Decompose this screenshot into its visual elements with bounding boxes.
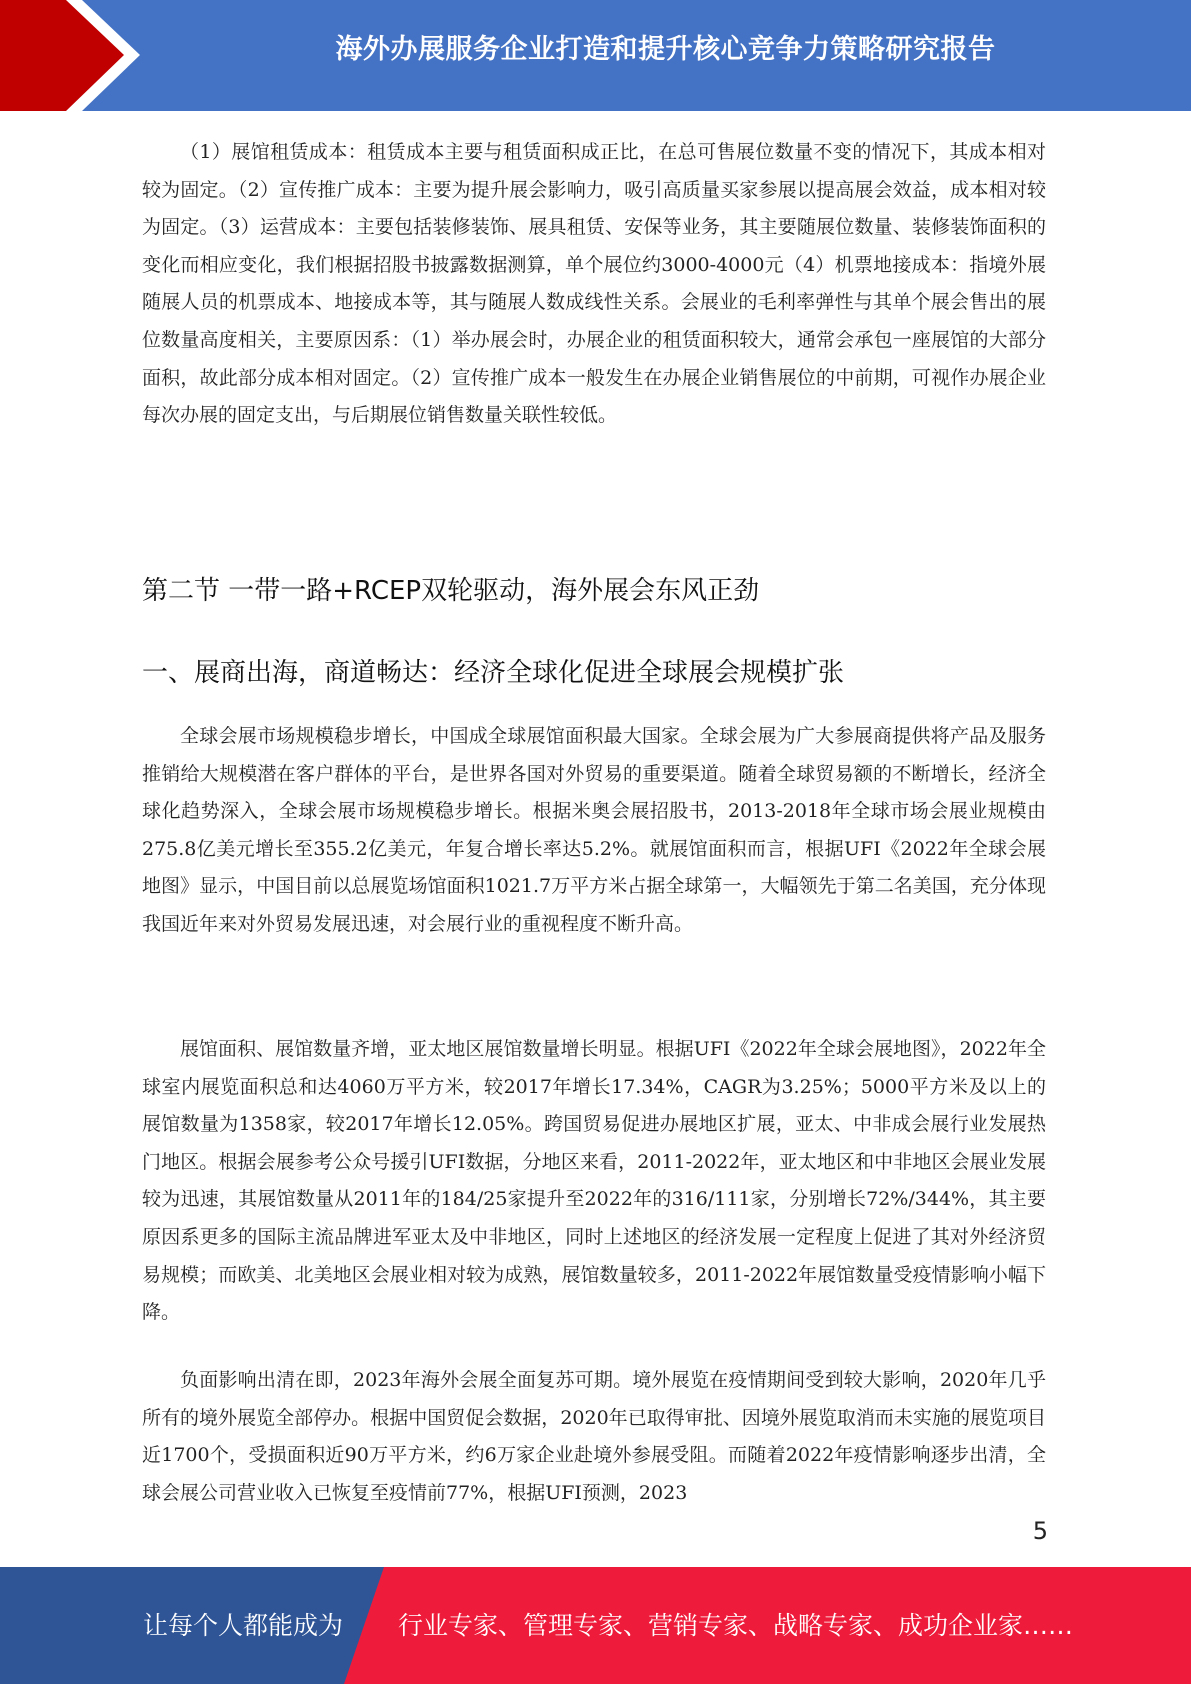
footer-slogan-left: 让每个人都能成为 bbox=[143, 1611, 344, 1640]
body-block-2 bbox=[142, 718, 1046, 944]
body-block-3 bbox=[142, 1031, 1046, 1332]
footer-slogan-right: 行业专家、管理专家、营销专家、战略专家、成功企业家…… bbox=[398, 1611, 1074, 1640]
paragraph-cost-structure: （1）展馆租赁成本：租赁成本主要与租赁面积成正比，在总可售展位数量不变的情况下，其成本相对较为固定。（2）宣传推广成本：主要为提升展会影响力，吸引高质量买家参展以提高展会效益，成本相对较为固定。（3）运营成本：主要包括装修装饰、展具租赁、安保等业务，其主要随展位数量、装修装饰面积的变化而相应变化，我们根据招股书披露数据测算，单个展位约3000-4000元（4）机票地接成本：指境外展随展人员的机票成本、地接成本等，其与随展人数成线性关系。会展业的毛利率弹性与其单个展会售出的展位数量高度相关，主要原因系：（1）举办展会时，办展企业的租赁面积较大，通常会承包一座展馆的大部分面积，故此部分成本相对固定。（2）宣传推广成本一般发生在办展企业销售展位的中前期，可视作办展企业每次办展的固定支出，与后期展位销售数量关联性较低。 bbox=[142, 141, 1046, 427]
page-header bbox=[0, 0, 1191, 111]
paragraph-recovery: 负面影响出清在即，2023年海外会展全面复苏可期。境外展览在疫情期间受到较大影响，2020年几乎所有的境外展览全部停办。根据中国贸促会数据，2020年已取得审批、因境外展览取消而未实施的展览项目近1700个，受损面积近90万平方米，约6万家企业赴境外参展受阻。而随着2022年疫情影响逐步出清，全球会展公司营业收入已恢复至疫情前77%，根据UFI预测，2023 bbox=[142, 1369, 1046, 1504]
section-heading: 第二节 一带一路+RCEP双轮驱动，海外展会东风正劲 bbox=[142, 576, 760, 606]
paragraph-global-market: 全球会展市场规模稳步增长，中国成全球展馆面积最大国家。全球会展为广大参展商提供将产品及服务推销给大规模潜在客户群体的平台，是世界各国对外贸易的重要渠道。随着全球贸易额的不断增长，经济全球化趋势深入，全球会展市场规模稳步增长。根据米奥会展招股书，2013-2018年全球市场会展业规模由275.8亿美元增长至355.2亿美元，年复合增长率达5.2%。就展馆面积而言，根据UFI《2022年全球会展地图》显示，中国目前以总展览场馆面积1021.7万平方米占据全球第一，大幅领先于第二名美国，充分体现我国近年来对外贸易发展迅速，对会展行业的重视程度不断升高。 bbox=[142, 725, 1046, 935]
report-title: 海外办展服务企业打造和提升核心竞争力策略研究报告 bbox=[335, 34, 996, 65]
body-block-1 bbox=[142, 134, 1046, 435]
page-number: 5 bbox=[1032, 1517, 1048, 1545]
header-arrow-decoration bbox=[0, 0, 160, 111]
subsection-heading: 一、展商出海，商道畅达：经济全球化促进全球展会规模扩张 bbox=[142, 658, 845, 688]
page-footer bbox=[0, 1567, 1191, 1684]
paragraph-venue-growth: 展馆面积、展馆数量齐增，亚太地区展馆数量增长明显。根据UFI《2022年全球会展地图》，2022年全球室内展览面积总和达4060万平方米，较2017年增长17.34%，CAGR为3.25%；5000平方米及以上的展馆数量为1358家，较2017年增长12.05%。跨国贸易促进办展地区扩展，亚太、中非成会展行业发展热门地区。根据会展参考公众号援引UFI数据，分地区来看，2011-2022年，亚太地区和中非地区会展业发展较为迅速，其展馆数量从2011年的184/25家提升至2022年的316/111家，分别增长72%/344%，其主要原因系更多的国际主流品牌进军亚太及中非地区，同时上述地区的经济发展一定程度上促进了其对外经济贸易规模；而欧美、北美地区会展业相对较为成熟，展馆数量较多，2011-2022年展馆数量受疫情影响小幅下降。 bbox=[142, 1038, 1046, 1324]
body-block-4 bbox=[142, 1362, 1046, 1512]
